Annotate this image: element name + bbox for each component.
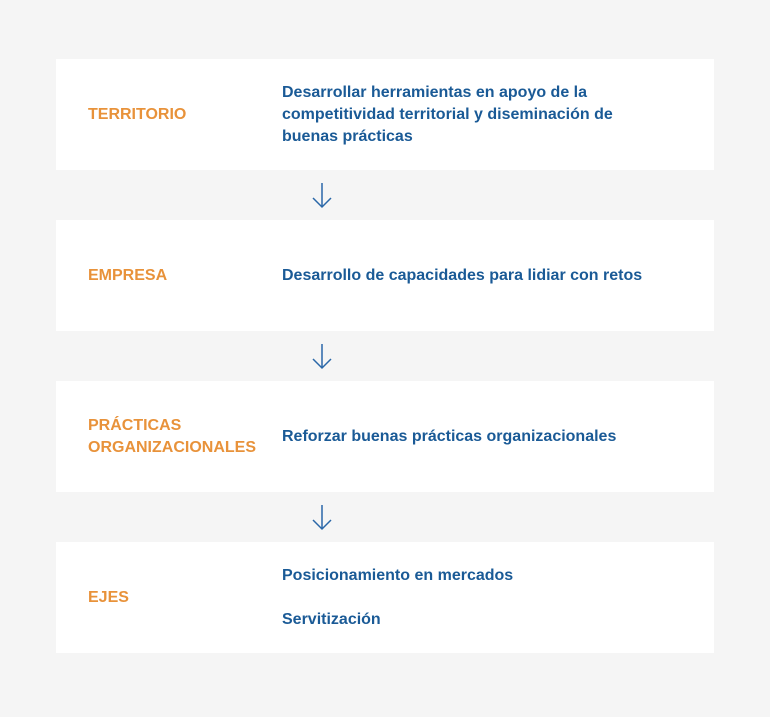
step-territorio [56,59,714,170]
step-item: Desarrollar herramientas en apoyo de la competitividad territorial y diseminación de buenas prácticas [282,83,613,145]
flow-diagram [56,59,714,653]
step-label-line: EJES [88,588,129,606]
step-empresa [56,220,714,331]
step-practicas-organizacionales [56,381,714,492]
step-label-line: TERRITORIO [88,105,187,123]
step-description [282,82,662,148]
arrow-down-icon [308,182,336,210]
arrow-down-icon [308,343,336,371]
connector-2 [56,331,714,381]
step-item: Reforzar buenas prácticas organizacionales [282,427,617,445]
connector-1 [56,170,714,220]
step-ejes [56,542,714,653]
step-item: Desarrollo de capacidades para lidiar con retos [282,266,643,284]
step-label [56,104,282,126]
connector-3 [56,492,714,542]
step-description [282,265,662,287]
step-label [56,265,282,287]
step-description [282,565,662,631]
step-item: Servitización [282,610,381,628]
step-label-line: PRÁCTICAS [88,416,182,434]
step-item: Posicionamiento en mercados [282,566,514,584]
step-label-line: EMPRESA [88,266,168,284]
step-label [56,415,282,459]
step-label [56,587,282,609]
arrow-down-icon [308,504,336,532]
step-label-line: ORGANIZACIONALES [88,438,256,456]
step-description [282,426,662,448]
